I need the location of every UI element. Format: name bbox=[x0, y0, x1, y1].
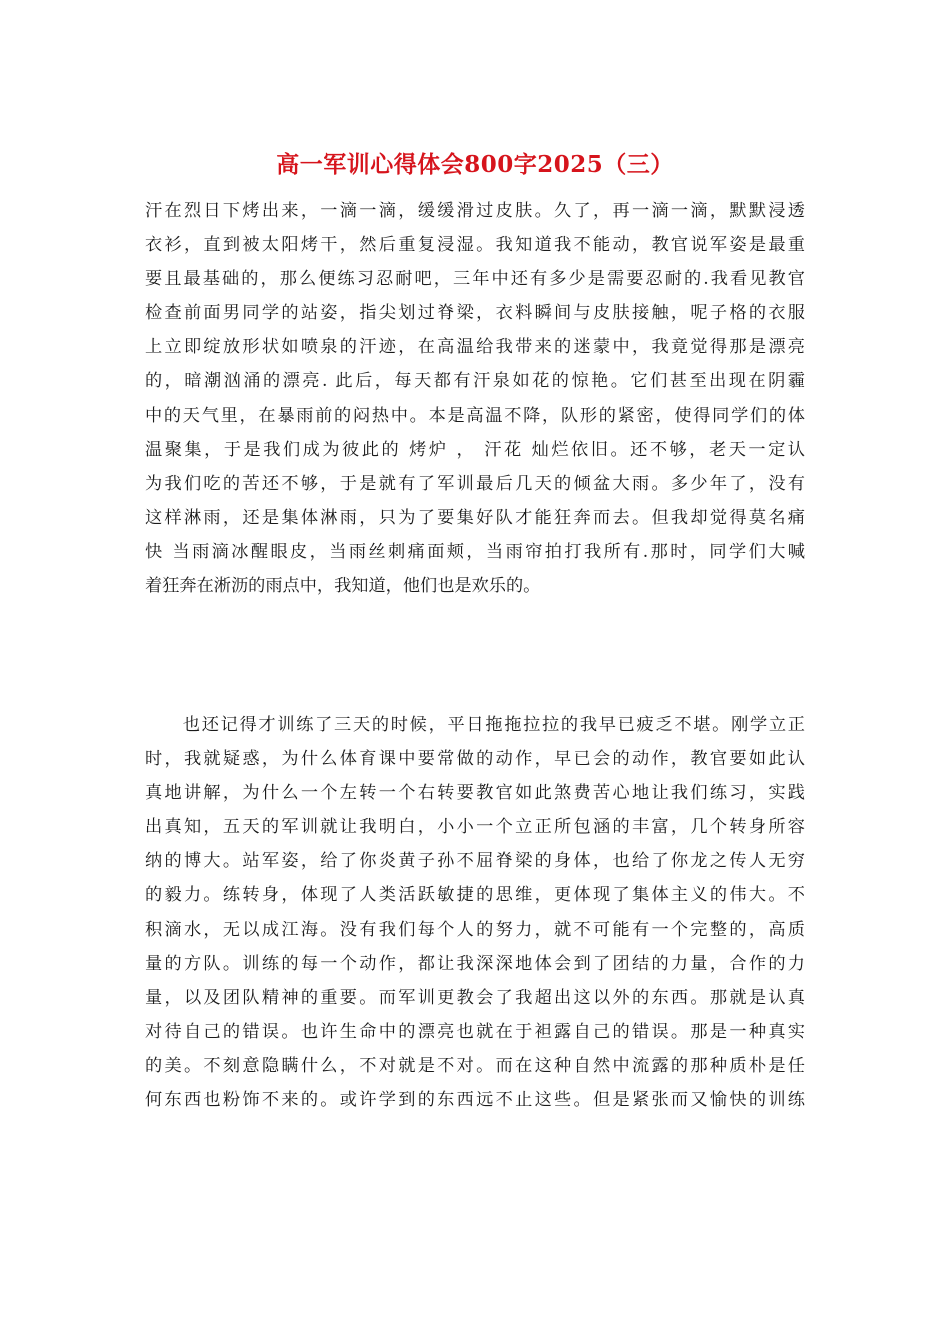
paragraph-line: 检查前面男同学的站姿，指尖划过脊梁，衣料瞬间与皮肤接触，呢子格的衣服 bbox=[145, 303, 805, 324]
paragraph-line: 的，暗潮汹涌的漂亮. 此后，每天都有汗泉如花的惊艳。它们甚至出现在阴霾 bbox=[145, 371, 805, 392]
paragraph-line: 上立即绽放形状如喷泉的汗迹，在高温给我带来的迷蒙中，我竟觉得那是漂亮 bbox=[145, 337, 805, 358]
paragraph-line: 积滴水，无以成江海。没有我们每个人的努力，就不可能有一个完整的，高质 bbox=[145, 919, 805, 940]
paragraph-line: 出真知，五天的军训就让我明白，小小一个立正所包涵的丰富，几个转身所容 bbox=[145, 817, 805, 838]
paragraph-line: 纳的博大。站军姿，给了你炎黄子孙不屈脊梁的身体，也给了你龙之传人无穷 bbox=[145, 851, 805, 872]
paragraph-line: 为我们吃的苦还不够，于是就有了军训最后几天的倾盆大雨。多少年了，没有 bbox=[145, 473, 805, 494]
paragraph-line: 快 当雨滴冰醒眼皮，当雨丝刺痛面颊，当雨帘拍打我所有.那时，同学们大喊 bbox=[145, 541, 805, 562]
paragraph-line: 的毅力。练转身，体现了人类活跃敏捷的思维，更体现了集体主义的伟大。不 bbox=[145, 885, 805, 906]
paragraph-line: 温聚集，于是我们成为彼此的 烤炉 ， 汗花 灿烂依旧。还不够，老天一定认 bbox=[145, 439, 805, 460]
paragraph-line: 对待自己的错误。也许生命中的漂亮也就在于袒露自己的错误。那是一种真实 bbox=[145, 1021, 805, 1042]
paragraph-line: 的美。不刻意隐瞒什么，不对就是不对。而在这种自然中流露的那种质朴是任 bbox=[145, 1055, 805, 1076]
paragraph-line: 何东西也粉饰不来的。或许学到的东西远不止这些。但是紧张而又愉快的训练 bbox=[145, 1090, 805, 1111]
paragraph-line: 要且最基础的，那么便练习忍耐吧，三年中还有多少是需要忍耐的.我看见教官 bbox=[145, 269, 805, 290]
paragraph-line: 量，以及团队精神的重要。而军训更教会了我超出这以外的东西。那就是认真 bbox=[145, 987, 805, 1008]
paragraph-line: 真地讲解，为什么一个左转一个右转要教官如此煞费苦心地让我们练习，实践 bbox=[145, 783, 805, 804]
document-title: 高一军训心得体会800字2025（三） bbox=[276, 151, 674, 178]
paragraph-line: 衣衫，直到被太阳烤干，然后重复浸湿。我知道我不能动，教官说军姿是最重 bbox=[145, 235, 805, 256]
paragraph-line: 汗在烈日下烤出来，一滴一滴，缓缓滑过皮肤。久了，再一滴一滴，默默浸透 bbox=[145, 201, 805, 221]
paragraph-line: 中的天气里，在暴雨前的闷热中。本是高温不降，队形的紧密，使得同学们的体 bbox=[145, 405, 805, 426]
paragraph-line: 这样淋雨，还是集体淋雨，只为了要集好队才能狂奔而去。但我却觉得莫名痛 bbox=[145, 507, 805, 528]
paragraph-line: 时，我就疑惑，为什么体育课中要常做的动作，早已会的动作，教官要如此认 bbox=[145, 749, 805, 770]
paragraph-line: 也还记得才训练了三天的时候，平日拖拖拉拉的我早已疲乏不堪。刚学立正 bbox=[145, 715, 805, 735]
paragraph-line: 着狂奔在淅沥的雨点中，我知道，他们也是欢乐的。 bbox=[145, 576, 541, 597]
paragraph-line: 量的方队。训练的每一个动作，都让我深深地体会到了团结的力量，合作的力 bbox=[145, 953, 805, 974]
body-paragraph-2 bbox=[145, 708, 805, 1117]
body-paragraph-1 bbox=[145, 194, 805, 603]
